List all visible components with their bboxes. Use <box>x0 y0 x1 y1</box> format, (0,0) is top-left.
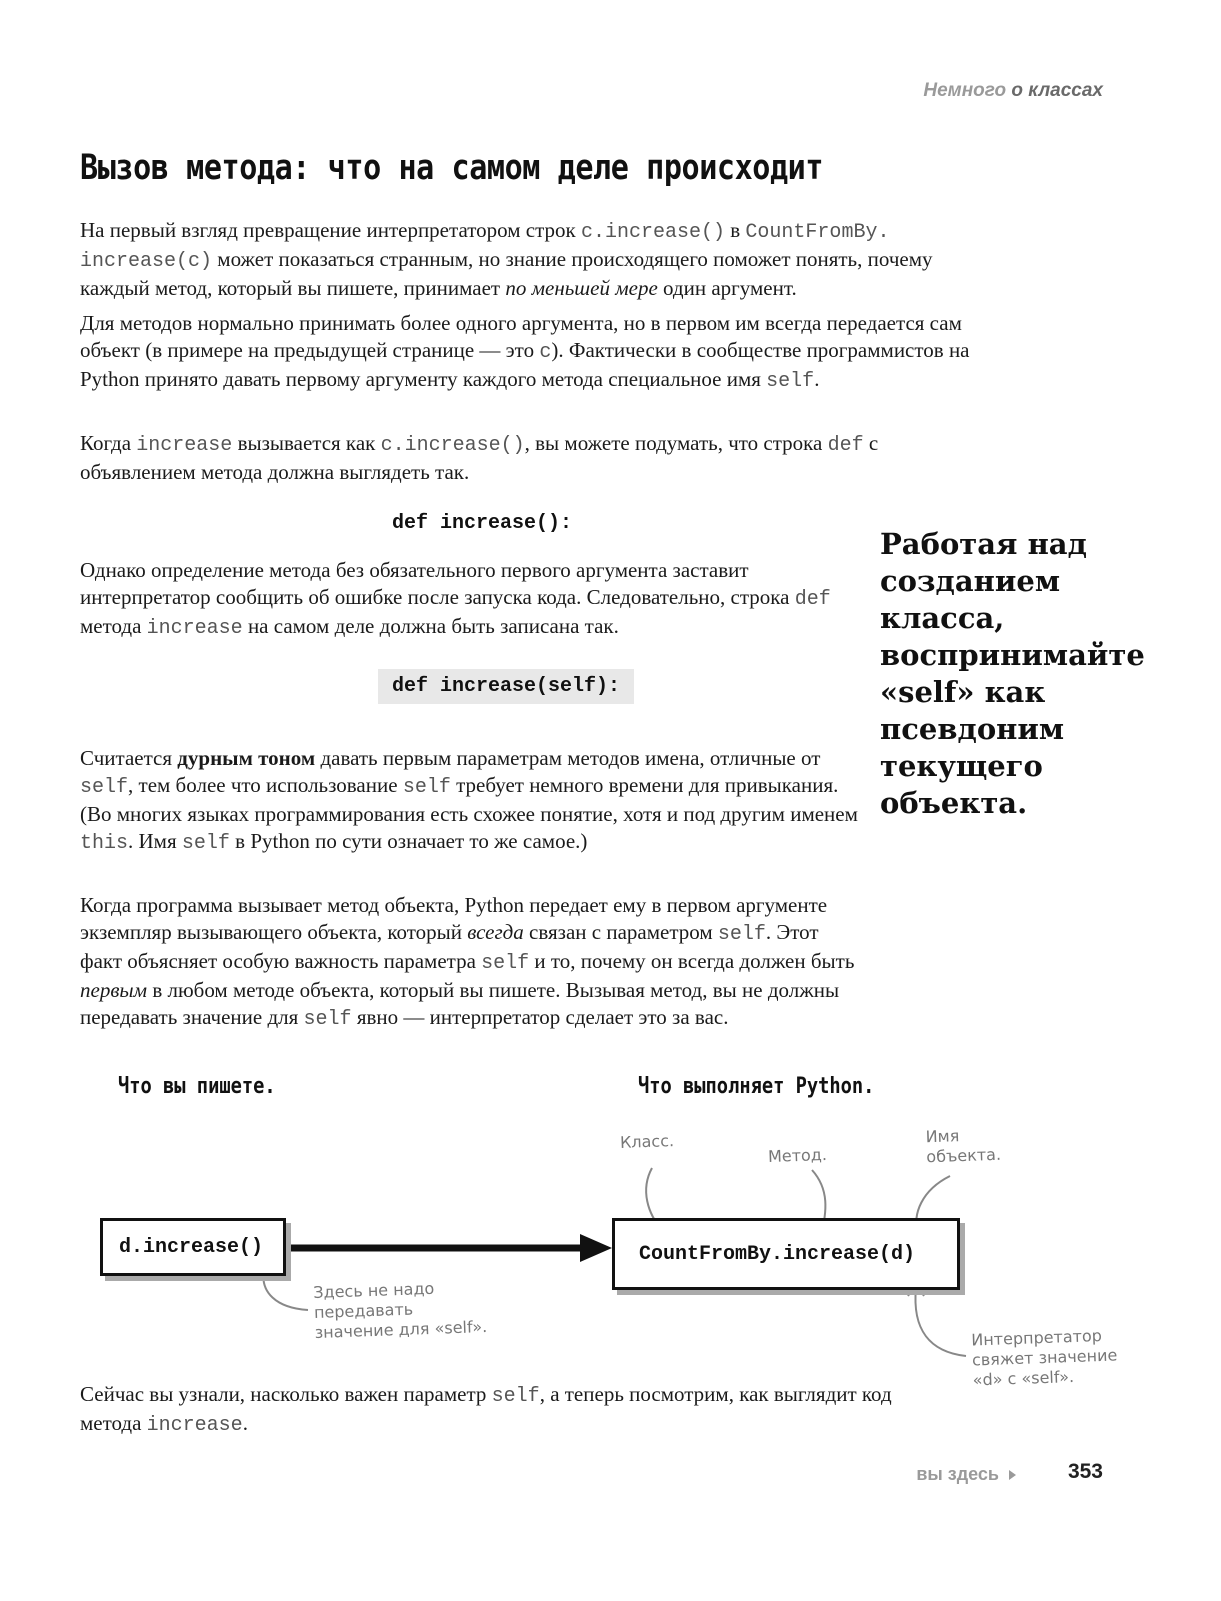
text: , тем более что использование <box>128 773 403 797</box>
running-head-dark: о классах <box>1011 80 1103 101</box>
text: ). Фактически в сообществе программистов на Python принято давать первому аргументу каждого метода специальное имя <box>80 338 970 391</box>
sidenote: Работая над созданием класса, воспринимайте «self» как псевдоним текущего объекта. <box>880 527 1145 820</box>
page-number: 353 <box>1067 1460 1103 1483</box>
inline-code: this <box>80 832 129 855</box>
code-box-executed <box>612 1218 960 1290</box>
inline-code: self <box>80 776 129 799</box>
text: . <box>814 367 820 391</box>
text: . <box>242 1411 248 1435</box>
strong-text: дурным тоном <box>177 746 316 770</box>
inline-code: self <box>181 832 230 855</box>
inline-code: increase <box>146 617 243 640</box>
note-method: Метод. <box>767 1144 828 1167</box>
emphasis: всегда <box>467 920 524 944</box>
diagram-right-title: Что выполняет Python. <box>638 1074 875 1099</box>
inline-code: c.increase() <box>580 221 725 244</box>
text: в любом методе объекта, который вы пишете. Вызывая метод, вы не должны передавать значение для <box>80 978 840 1029</box>
text: Когда <box>80 431 137 455</box>
note-left <box>313 1277 487 1343</box>
inline-code: c.increase() <box>380 434 525 457</box>
inline-code: self <box>402 776 451 799</box>
arrow-right-note <box>915 1288 966 1356</box>
inline-code: increase <box>136 434 233 457</box>
code-executed: CountFromBy.increase(d) <box>639 1242 916 1266</box>
paragraph-7 <box>80 1381 900 1439</box>
text: метода <box>80 614 147 638</box>
inline-code: c <box>539 341 552 364</box>
text: . Имя <box>128 829 182 853</box>
text: связан с параметром <box>523 920 718 944</box>
note-line: передавать <box>313 1299 414 1323</box>
text: , а теперь посмотрим, как выглядит код метода <box>80 1382 892 1435</box>
page-title: Вызов метода: что на самом деле происходит <box>80 148 824 188</box>
footer-here-text: вы здесь <box>916 1464 999 1484</box>
text: и то, почему он всегда должен быть <box>529 949 855 973</box>
note-line: «d» с «self». <box>972 1366 1075 1390</box>
note-line: Здесь не надо <box>313 1278 435 1303</box>
triangle-right-icon <box>1009 1470 1016 1480</box>
diagram-left-title: Что вы пишете. <box>118 1074 276 1099</box>
text: Однако определение метода без обязательного первого аргумента заставит интерпретатор сообщить об ошибке после запуска кода. Следовательно, строка <box>80 558 795 609</box>
text: На первый взгляд превращение интерпретатором строк <box>80 218 581 242</box>
text: Когда программа вызывает метод объекта, Python передает ему в первом аргументе экземпляр вызывающего объекта, который <box>80 893 828 944</box>
code-sample-correct: def increase(self): <box>378 669 634 704</box>
text: с объявлением метода должна выглядеть так. <box>80 431 879 484</box>
inline-code: self <box>491 1385 540 1408</box>
inline-code: self <box>717 923 766 946</box>
text: Сейчас вы узнали, насколько важен параметр <box>80 1382 492 1406</box>
inline-code: increase <box>146 1414 243 1437</box>
text: , вы можете подумать, что строка <box>524 431 828 455</box>
text: давать первым параметрам методов имена, отличные от <box>315 746 821 770</box>
text: Считается <box>80 746 178 770</box>
inline-code: def <box>794 588 831 611</box>
code-box-written <box>100 1218 286 1276</box>
text: один аргумент. <box>657 276 797 300</box>
emphasis: по меньшей мере <box>505 276 658 300</box>
emphasis: первым <box>80 978 148 1002</box>
note-line: Интерпретатор <box>970 1325 1103 1350</box>
text: в <box>725 218 746 242</box>
inline-code: def <box>827 434 864 457</box>
text: в Python по сути означает то же самое.) <box>229 829 588 853</box>
note-line: свяжет значение <box>971 1345 1118 1370</box>
code-written: d.increase() <box>119 1235 264 1259</box>
text: на самом деле должна быть записана так. <box>242 614 619 638</box>
inline-code: CountFromBy. increase(c) <box>80 221 890 273</box>
note-line: объекта. <box>926 1144 1002 1167</box>
text: Для методов нормально принимать более одного аргумента, но в первом им всегда передается сам объект (в примере на предыдущей странице — это <box>80 311 962 362</box>
note-right <box>971 1325 1118 1390</box>
text: вызывается как <box>232 431 381 455</box>
footer-you-are-here <box>916 1464 1016 1485</box>
note-line: значение для «self». <box>314 1316 488 1342</box>
text: явно — интерпретатор сделает это за вас. <box>351 1005 729 1029</box>
note-class: Класс. <box>619 1131 675 1152</box>
inline-code: self <box>481 952 530 975</box>
text: может показаться странным, но знание происходящего поможет понять, почему каждый метод, который вы пишете, принимает <box>80 247 933 300</box>
main-arrow-head <box>580 1234 612 1262</box>
text: требует немного времени для привыкания. (Во многих языках программирования есть схожее понятие, хотя и под другим именем <box>80 773 858 826</box>
text: . Этот факт объясняет особую важность параметра <box>80 920 819 973</box>
note-line: Имя <box>925 1126 960 1147</box>
running-head-light: Немного <box>923 80 1007 101</box>
inline-code: self <box>303 1008 352 1031</box>
inline-code: self <box>766 370 815 393</box>
code-sample-wrong: def increase(): <box>392 512 573 535</box>
